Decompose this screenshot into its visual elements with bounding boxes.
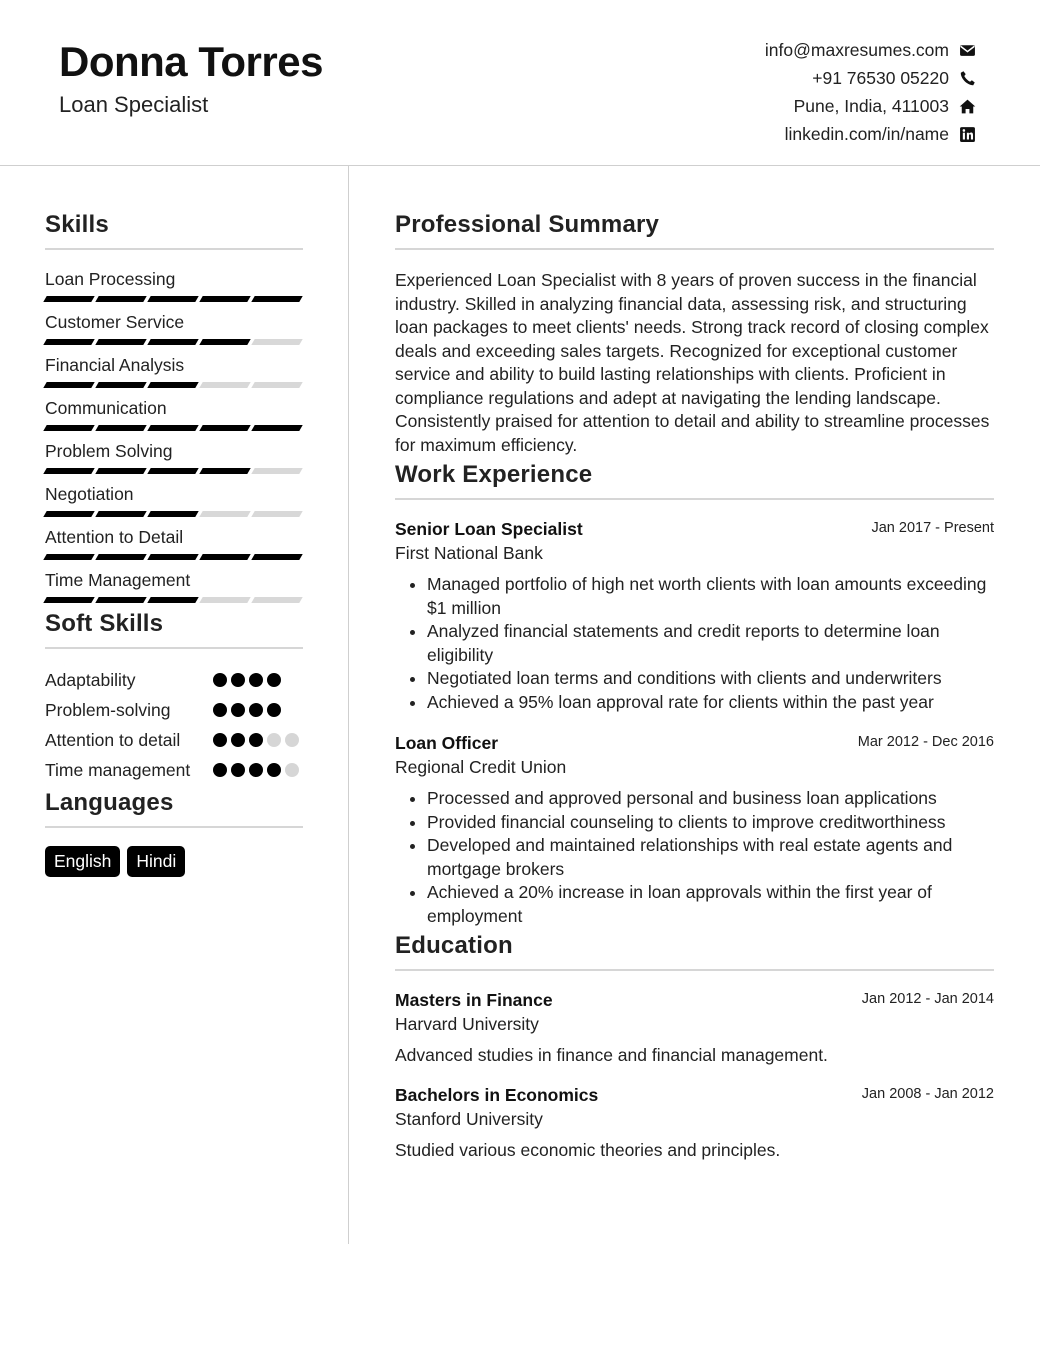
contact-email[interactable]: [765, 36, 976, 64]
job-list: [395, 519, 994, 928]
skill-level-segment: [95, 554, 146, 560]
rating-dot: [231, 673, 245, 687]
skill-item: [45, 312, 303, 355]
rating-dot: [249, 733, 263, 747]
skill-item: [45, 484, 303, 527]
skill-item: [45, 398, 303, 441]
skill-level-segment: [43, 554, 94, 560]
soft-skill-item: [45, 729, 303, 752]
soft-skill-item: [45, 759, 303, 782]
education-section: [395, 932, 994, 1161]
skill-level-segment: [251, 382, 302, 388]
job-date: Mar 2012 - Dec 2016: [857, 734, 994, 750]
skill-level-segment: [147, 554, 198, 560]
rating-dot: [267, 703, 281, 717]
education-date: Jan 2012 - Jan 2014: [861, 991, 994, 1007]
education-list: [395, 990, 994, 1161]
soft-skill-rating: [213, 699, 303, 717]
skill-name: Time Management: [45, 570, 191, 590]
skill-item: [45, 441, 303, 484]
summary-text: Experienced Loan Specialist with 8 years of proven success in the financial industry. Skilled in analyzing financial data, assessing risk, and structuring loan packages to meet clients' needs. Strong track record of closing complex deals and exceeding sales targets. Recognized for exceptional customer service and ability to build lasting relationships with clients. Proficient in compliance regulations and adept at navigating the lending landscape. Consistently praised for attention to detail and ability to streamline processes for maximum efficiency.: [395, 270, 990, 455]
skill-level-segment: [251, 425, 302, 431]
rating-dot: [249, 763, 263, 777]
contact-linkedin[interactable]: [765, 120, 976, 148]
skill-item: [45, 269, 303, 312]
skill-level-segment: [147, 339, 198, 345]
skill-name: Problem Solving: [45, 441, 173, 461]
rating-dot: [213, 673, 227, 687]
rating-dot: [231, 763, 245, 777]
skill-level-segment: [95, 339, 146, 345]
job-bullet: • Processed and approved personal and business loan applications: [427, 787, 994, 811]
candidate-role: Loan Specialist: [59, 92, 209, 117]
skill-level-segment: [251, 339, 302, 345]
skill-level-segment: [95, 468, 146, 474]
skill-level-segment: [43, 339, 94, 345]
rating-dot: [285, 763, 299, 777]
left-column: [45, 166, 303, 877]
education-header: [395, 990, 994, 1011]
skill-level-segment: [199, 511, 250, 517]
contact-address: [765, 92, 976, 120]
skill-level-bar: [45, 296, 303, 302]
rating-dot: [267, 733, 281, 747]
rating-dot: [285, 733, 299, 747]
rating-dot: [213, 763, 227, 777]
education-header: [395, 1085, 994, 1106]
job-bullet: • Negotiated loan terms and conditions with clients and underwriters: [427, 667, 994, 691]
skill-name: Loan Processing: [45, 269, 176, 289]
skills-list: [45, 269, 303, 613]
skill-level-segment: [147, 296, 198, 302]
summary-title: Professional Summary: [395, 211, 994, 250]
job-company: First National Bank: [395, 543, 543, 563]
skill-name: Customer Service: [45, 312, 185, 332]
right-column: [395, 166, 994, 1161]
rating-dot: [267, 673, 281, 687]
contact-email-text: info@maxresumes.com: [764, 39, 949, 60]
education-title: Education: [395, 932, 994, 971]
job-bullets: [395, 573, 994, 714]
rating-dot: [267, 763, 281, 777]
job-bullet: • Achieved a 20% increase in loan approvals within the first year of employment: [427, 881, 994, 928]
skill-level-segment: [199, 597, 250, 603]
languages-section: [45, 789, 303, 877]
languages-title: Languages: [45, 789, 303, 828]
candidate-name: Donna Torres: [59, 38, 323, 85]
skill-level-bar: [45, 339, 303, 345]
skill-level-segment: [147, 511, 198, 517]
soft-skill-rating: [213, 669, 303, 687]
skill-name: Communication: [45, 398, 167, 418]
job-date: Jan 2017 - Present: [871, 520, 994, 536]
skill-level-segment: [147, 597, 198, 603]
job-entry: [395, 733, 994, 928]
skill-level-segment: [251, 468, 302, 474]
linkedin-icon: [958, 125, 976, 143]
envelope-icon: [958, 41, 976, 59]
skill-level-segment: [43, 382, 94, 388]
skill-level-segment: [199, 554, 250, 560]
skill-level-segment: [95, 296, 146, 302]
skill-name: Attention to Detail: [45, 527, 184, 547]
rating-dot: [231, 703, 245, 717]
contact-phone[interactable]: [765, 64, 976, 92]
job-bullets: [395, 787, 994, 928]
phone-icon: [958, 69, 976, 87]
skill-level-bar: [45, 597, 303, 603]
language-tags: [45, 846, 303, 877]
rating-dot: [213, 703, 227, 717]
skill-level-bar: [45, 468, 303, 474]
soft-skill-rating: [213, 729, 303, 747]
contact-list: [765, 36, 976, 148]
home-icon: [958, 97, 976, 115]
soft-skills-section: [45, 610, 303, 782]
skill-level-segment: [199, 296, 250, 302]
rating-dot: [213, 733, 227, 747]
skills-section: [45, 211, 303, 613]
soft-skill-rating: [213, 759, 303, 777]
school-name: Stanford University: [395, 1109, 543, 1129]
skill-level-segment: [43, 425, 94, 431]
skill-level-segment: [95, 597, 146, 603]
skill-level-segment: [43, 296, 94, 302]
education-description: Advanced studies in finance and financial management.: [395, 1045, 828, 1065]
skill-level-segment: [43, 468, 94, 474]
education-date: Jan 2008 - Jan 2012: [861, 1086, 994, 1102]
soft-skill-item: [45, 699, 303, 722]
skill-level-segment: [251, 296, 302, 302]
skills-title: Skills: [45, 211, 303, 250]
rating-dot: [249, 673, 263, 687]
school-name: Harvard University: [395, 1014, 539, 1034]
degree-title: Bachelors in Economics: [395, 1085, 599, 1105]
skill-level-segment: [251, 597, 302, 603]
skill-level-bar: [45, 511, 303, 517]
education-entry: [395, 1085, 994, 1161]
experience-title: Work Experience: [395, 461, 994, 500]
skill-level-segment: [199, 425, 250, 431]
job-bullet: • Analyzed financial statements and credit reports to determine loan eligibility: [427, 620, 994, 667]
skill-level-segment: [95, 382, 146, 388]
rating-dot: [249, 703, 263, 717]
job-bullet: • Developed and maintained relationships with real estate agents and mortgage brokers: [427, 834, 994, 881]
rating-dot: [231, 733, 245, 747]
soft-skill-name: Time management: [45, 760, 191, 780]
soft-skill-item: [45, 669, 303, 692]
summary-section: [395, 211, 994, 457]
skill-level-segment: [251, 511, 302, 517]
soft-skills-list: [45, 669, 303, 782]
skill-level-segment: [199, 339, 250, 345]
contact-linkedin-text: linkedin.com/in/name: [784, 123, 949, 144]
job-title: Loan Officer: [395, 733, 499, 753]
job-company: Regional Credit Union: [395, 757, 567, 777]
skill-level-segment: [147, 468, 198, 474]
skill-name: Financial Analysis: [45, 355, 185, 375]
job-entry: [395, 519, 994, 714]
education-description: Studied various economic theories and principles.: [395, 1140, 781, 1160]
degree-title: Masters in Finance: [395, 990, 553, 1010]
skill-level-bar: [45, 554, 303, 560]
job-bullet: • Managed portfolio of high net worth clients with loan amounts exceeding $1 million: [427, 573, 994, 620]
job-bullet: • Achieved a 95% loan approval rate for clients within the past year: [427, 691, 994, 715]
soft-skills-title: Soft Skills: [45, 610, 303, 649]
soft-skill-name: Adaptability: [45, 670, 136, 690]
resume-header: [0, 0, 1040, 166]
language-tag: Hindi: [127, 846, 185, 877]
skill-level-bar: [45, 382, 303, 388]
contact-phone-text: +91 76530 05220: [812, 67, 949, 88]
skill-item: [45, 570, 303, 613]
skill-level-segment: [43, 511, 94, 517]
skill-level-segment: [95, 425, 146, 431]
skill-level-segment: [251, 554, 302, 560]
skill-level-segment: [199, 468, 250, 474]
skill-level-segment: [147, 382, 198, 388]
skill-level-bar: [45, 425, 303, 431]
soft-skill-name: Problem-solving: [45, 700, 171, 720]
skill-level-segment: [95, 511, 146, 517]
soft-skill-name: Attention to detail: [45, 730, 181, 750]
skill-level-segment: [147, 425, 198, 431]
job-header: [395, 519, 994, 540]
column-divider: [348, 166, 349, 1244]
skill-level-segment: [199, 382, 250, 388]
education-entry: [395, 990, 994, 1066]
skill-name: Negotiation: [45, 484, 134, 504]
language-tag: English: [45, 846, 120, 877]
contact-address-text: Pune, India, 411003: [793, 95, 949, 116]
skill-item: [45, 527, 303, 570]
job-header: [395, 733, 994, 754]
job-bullet: • Provided financial counseling to clients to improve creditworthiness: [427, 811, 994, 835]
job-title: Senior Loan Specialist: [395, 519, 583, 539]
experience-section: [395, 461, 994, 928]
skill-level-segment: [43, 597, 94, 603]
skill-item: [45, 355, 303, 398]
